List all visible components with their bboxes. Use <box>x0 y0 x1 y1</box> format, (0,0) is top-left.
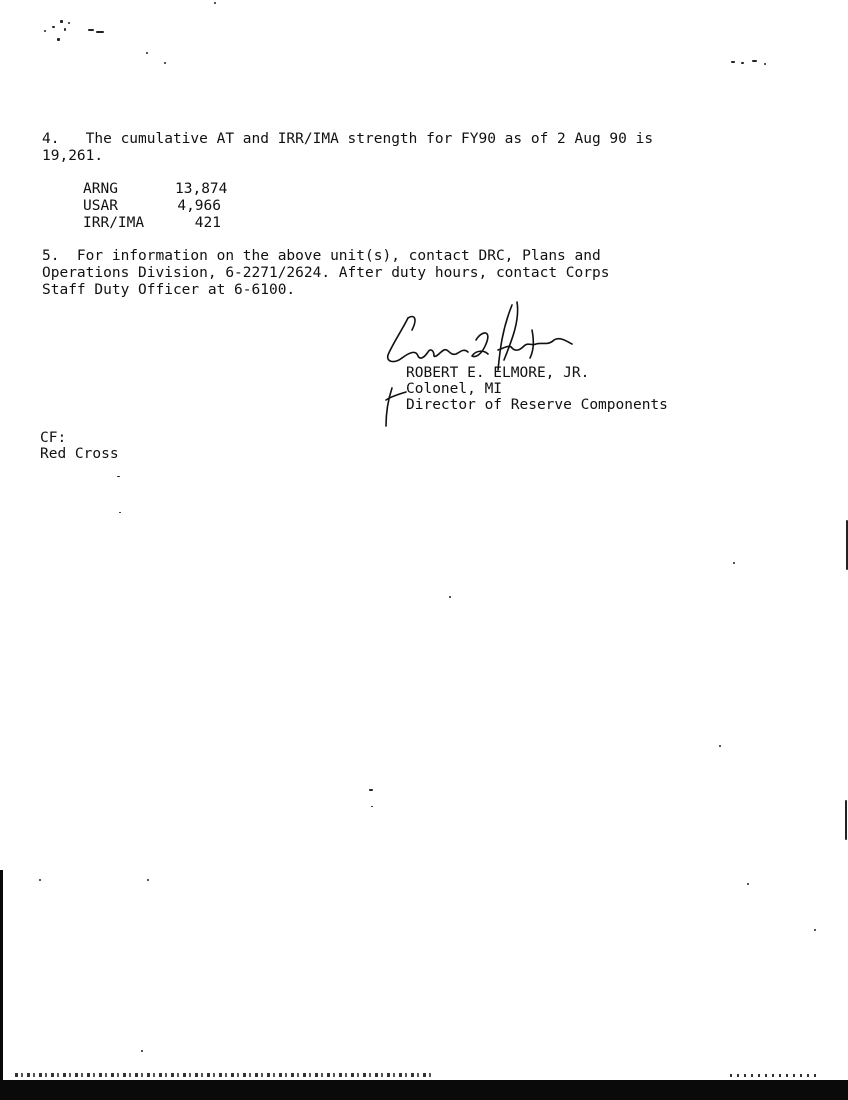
scan-speck <box>60 20 63 23</box>
scan-bottom-bar <box>0 1080 848 1100</box>
scan-speck <box>52 26 55 28</box>
table-row <box>83 198 221 215</box>
paragraph-5-line-3: Staff Duty Officer at 6-6100. <box>42 282 296 298</box>
cf-label: CF: <box>40 430 67 446</box>
paragraph-4-line-2: 19,261. <box>42 148 104 164</box>
component-label: ARNG <box>83 181 118 197</box>
strength-table <box>83 181 228 232</box>
scan-speck <box>731 61 735 63</box>
signer-rank: Colonel, MI <box>406 381 503 397</box>
scan-speck <box>39 879 41 881</box>
scan-speck <box>147 879 149 881</box>
scan-speck <box>64 28 66 31</box>
scan-speck <box>741 62 744 64</box>
scan-edge-artifact <box>0 870 3 1080</box>
scan-speck <box>845 800 847 840</box>
scan-speck <box>44 30 46 32</box>
scan-speck <box>141 1050 143 1052</box>
scan-speck <box>449 596 451 598</box>
component-label: IRR/IMA <box>83 215 145 231</box>
scan-speck <box>119 512 121 513</box>
scan-noise-strip <box>15 1073 435 1077</box>
scan-speck <box>719 745 721 747</box>
paragraph-5-line-1: 5. For information on the above unit(s), contact DRC, Plans and <box>42 248 601 264</box>
component-value: 4,966 <box>177 198 221 214</box>
component-value: 13,874 <box>175 181 228 197</box>
scan-speck <box>764 63 766 65</box>
scan-speck <box>814 929 816 931</box>
scan-speck <box>752 60 757 62</box>
scan-speck <box>164 62 166 64</box>
scan-speck <box>68 22 70 24</box>
table-row <box>83 215 221 232</box>
scan-speck <box>369 789 373 791</box>
scan-speck <box>371 806 373 807</box>
table-row <box>83 181 228 198</box>
signer-name: ROBERT E. ELMORE, JR. <box>406 365 590 381</box>
paragraph-5-line-2: Operations Division, 6-2271/2624. After duty hours, contact Corps <box>42 265 610 281</box>
scan-speck <box>214 2 216 4</box>
scan-speck <box>146 52 148 54</box>
scan-speck <box>747 883 749 885</box>
signer-title: Director of Reserve Components <box>406 397 668 413</box>
scan-speck <box>96 31 104 33</box>
scan-noise-strip <box>730 1074 820 1077</box>
paragraph-4-line-1: 4. The cumulative AT and IRR/IMA strength for FY90 as of 2 Aug 90 is <box>42 131 654 147</box>
cf-recipient: Red Cross <box>40 446 119 462</box>
component-label: USAR <box>83 198 118 214</box>
scan-speck <box>88 29 94 31</box>
scan-speck <box>117 476 120 477</box>
component-value: 421 <box>194 215 221 231</box>
scan-speck <box>57 38 60 41</box>
scan-speck <box>733 562 735 564</box>
